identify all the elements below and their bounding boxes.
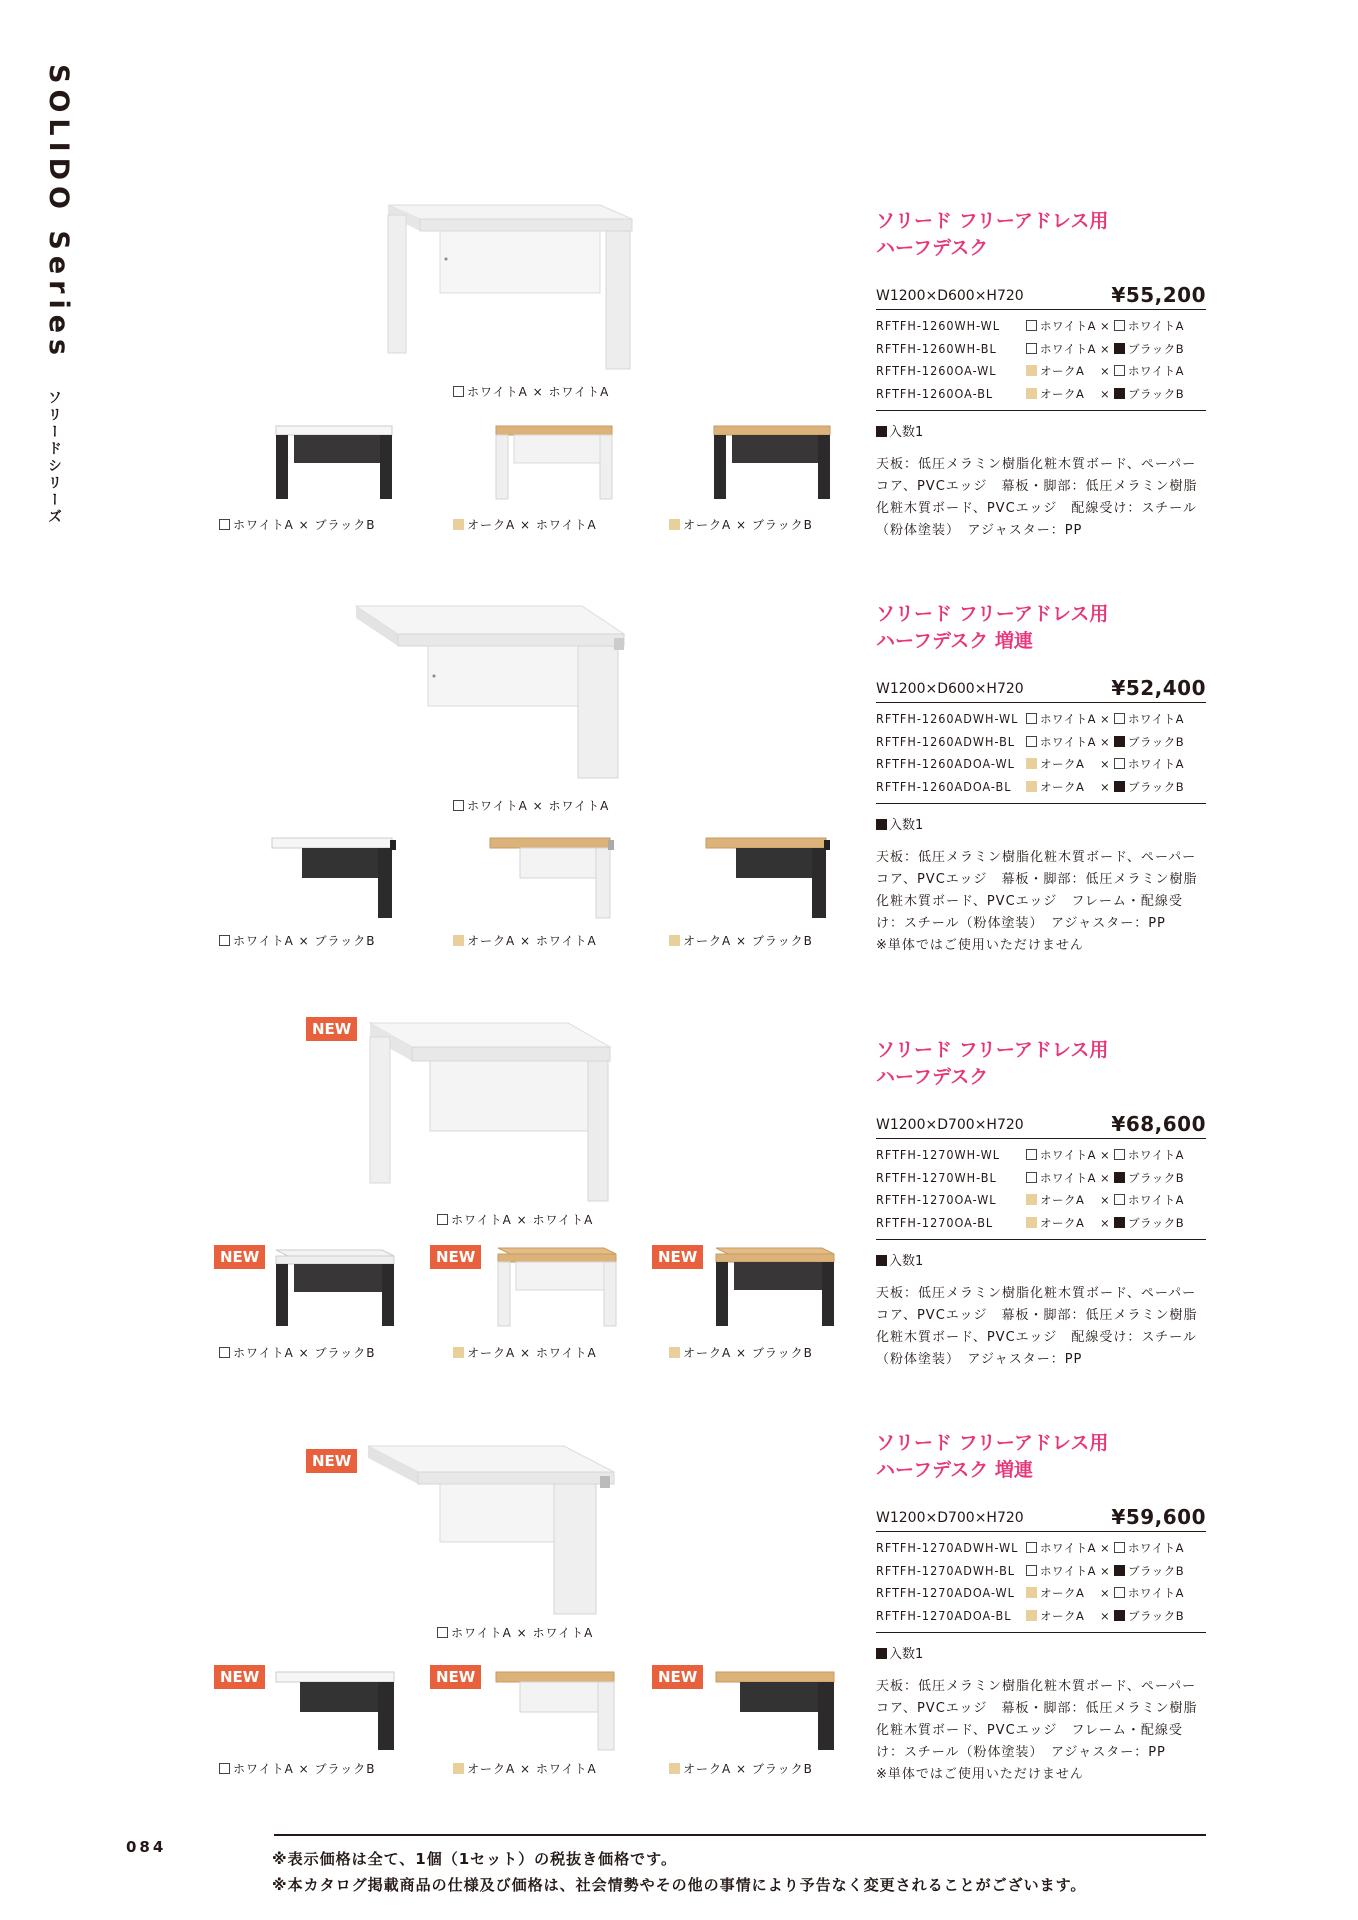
quantity-text: 入数1	[889, 818, 924, 833]
model-x: ×	[1100, 364, 1111, 378]
white-swatch-icon	[219, 935, 230, 946]
model-top-color: ホワイトA	[1040, 319, 1097, 333]
black-swatch-icon	[1114, 781, 1125, 792]
white-swatch-icon	[1114, 365, 1125, 376]
model-code: RFTFH-1260ADOA-BL	[876, 778, 1012, 794]
product-title	[876, 601, 1206, 655]
page-number: 084	[126, 1838, 167, 1856]
model-row	[876, 383, 1206, 406]
white-swatch-icon	[1026, 1542, 1037, 1553]
model-code: RFTFH-1270ADWH-WL	[876, 1540, 1019, 1555]
caption-variant-1	[218, 932, 376, 949]
caption-text: オークA × ブラックB	[683, 934, 813, 948]
model-code: RFTFH-1260ADWH-WL	[876, 711, 1019, 726]
product-size: W1200×D600×H720	[876, 681, 1024, 697]
title-line-2: ハーフデスク 増連	[876, 1459, 1033, 1481]
spec-line: 化粧木質ボード、PVCエッジ フレーム・配線受	[876, 1723, 1183, 1738]
white-swatch-icon	[1114, 713, 1125, 724]
model-code: RFTFH-1270OA-WL	[876, 1192, 997, 1207]
product-size: W1200×D700×H720	[876, 1117, 1024, 1133]
white-swatch-icon	[1026, 1172, 1037, 1183]
product-title	[876, 1037, 1206, 1091]
series-name-en: SOLIDO Series	[43, 64, 74, 362]
white-swatch-icon	[1114, 1587, 1125, 1598]
desk-photo-main	[364, 1438, 624, 1618]
caption-variant-1	[218, 516, 376, 533]
model-x: ×	[1100, 1608, 1111, 1623]
white-swatch-icon	[1026, 320, 1037, 331]
title-line-2: ハーフデスク 増連	[876, 630, 1033, 652]
model-row	[876, 315, 1206, 338]
model-list	[876, 310, 1206, 411]
spec-line: 化粧木質ボード、PVCエッジ フレーム・配線受	[876, 894, 1183, 909]
caption-text: オークA × ホワイトA	[467, 1346, 597, 1360]
spec-line: ※単体ではご使用いただけません	[876, 1767, 1084, 1782]
spec-line: コア、PVCエッジ 幕板・脚部：低圧メラミン樹脂	[876, 872, 1198, 887]
quantity	[876, 1250, 1206, 1269]
quantity-text: 入数1	[889, 1647, 924, 1662]
spec-line: 化粧木質ボード、PVCエッジ 配線受け：スチール	[876, 501, 1197, 516]
spec-line: （粉体塗装） アジャスター：PP	[876, 523, 1083, 538]
model-x: ×	[1100, 386, 1111, 401]
bullet-square-icon	[876, 819, 887, 830]
model-leg-color: ホワイトA	[1128, 1148, 1185, 1162]
spec-line: コア、PVCエッジ 幕板・脚部：低圧メラミン樹脂	[876, 1308, 1198, 1323]
quantity-text: 入数1	[889, 1254, 924, 1269]
desk-photo-variant-3	[714, 1664, 844, 1754]
title-line-2: ハーフデスク	[876, 1066, 989, 1088]
white-swatch-icon	[453, 386, 464, 397]
model-list	[876, 703, 1206, 804]
model-code: RFTFH-1270ADOA-BL	[876, 1607, 1012, 1623]
title-line-1: ソリード フリーアドレス用	[876, 210, 1109, 232]
white-swatch-icon	[1026, 736, 1037, 747]
model-code: RFTFH-1260OA-WL	[876, 363, 997, 378]
model-code: RFTFH-1260OA-BL	[876, 385, 994, 401]
model-leg-color: ホワイトA	[1128, 712, 1185, 726]
model-list	[876, 1532, 1206, 1633]
oak-swatch-icon	[669, 935, 680, 946]
model-leg-color: ブラックB	[1128, 341, 1185, 356]
new-badge: NEW	[214, 1245, 265, 1269]
spec-line: 化粧木質ボード、PVCエッジ 配線受け：スチール	[876, 1330, 1197, 1345]
black-swatch-icon	[1114, 736, 1125, 747]
model-row	[876, 1144, 1206, 1167]
white-swatch-icon	[1026, 713, 1037, 724]
model-x: ×	[1100, 779, 1111, 794]
model-leg-color: ブラックB	[1128, 1608, 1185, 1623]
desk-photo-main	[380, 195, 640, 375]
model-top-color: オークA	[1040, 1215, 1085, 1230]
model-leg-color: ホワイトA	[1128, 1586, 1185, 1600]
model-code: RFTFH-1270WH-WL	[876, 1147, 1001, 1162]
product-price: ¥59,600	[1111, 1505, 1206, 1529]
model-row	[876, 1167, 1206, 1190]
model-leg-color: ホワイトA	[1128, 319, 1185, 333]
white-swatch-icon	[1026, 1565, 1037, 1576]
oak-swatch-icon	[1026, 758, 1037, 769]
series-label	[44, 64, 74, 384]
caption-main	[452, 797, 609, 814]
product-price: ¥55,200	[1111, 283, 1206, 307]
caption-text: ホワイトA × ホワイトA	[467, 799, 610, 813]
model-leg-color: ブラックB	[1128, 779, 1185, 794]
model-code: RFTFH-1270ADOA-WL	[876, 1585, 1015, 1600]
desk-photo-main	[362, 1015, 622, 1205]
desk-photo-main	[352, 598, 642, 788]
caption-variant-1	[218, 1344, 376, 1361]
model-code: RFTFH-1260ADWH-BL	[876, 733, 1016, 749]
model-x: ×	[1100, 1170, 1111, 1185]
desk-photo-variant-3	[712, 1246, 837, 1330]
white-swatch-icon	[1026, 343, 1037, 354]
spec-line: 天板：低圧メラミン樹脂化粧木質ボード、ペーパー	[876, 457, 1197, 472]
new-badge: NEW	[306, 1449, 357, 1473]
desk-photo-variant-1	[272, 424, 397, 504]
size-price-row	[876, 1502, 1206, 1532]
quantity	[876, 1643, 1206, 1662]
product-price: ¥68,600	[1111, 1112, 1206, 1136]
model-row	[876, 338, 1206, 361]
product-info-2	[876, 601, 1206, 957]
new-badge: NEW	[652, 1665, 703, 1689]
white-swatch-icon	[219, 1347, 230, 1358]
white-swatch-icon	[1114, 1194, 1125, 1205]
oak-swatch-icon	[453, 519, 464, 530]
caption-text: ホワイトA × ブラックB	[233, 1762, 376, 1776]
white-swatch-icon	[1114, 1149, 1125, 1160]
spec-line: コア、PVCエッジ 幕板・脚部：低圧メラミン樹脂	[876, 479, 1198, 494]
model-row	[876, 1605, 1206, 1628]
series-name-jp: ソリードシリーズ	[46, 390, 62, 526]
caption-variant-3	[668, 516, 813, 533]
model-row	[876, 1582, 1206, 1605]
white-swatch-icon	[1114, 1542, 1125, 1553]
caption-text: ホワイトA × ホワイトA	[451, 1626, 594, 1640]
model-code: RFTFH-1270ADWH-BL	[876, 1562, 1016, 1578]
model-top-color: オークA	[1040, 1193, 1085, 1207]
title-line-1: ソリード フリーアドレス用	[876, 1039, 1109, 1061]
caption-text: ホワイトA × ホワイトA	[451, 1213, 594, 1227]
caption-main	[436, 1211, 593, 1228]
desk-photo-variant-1	[274, 1664, 404, 1754]
size-price-row	[876, 673, 1206, 703]
model-row	[876, 360, 1206, 383]
caption-main	[452, 383, 609, 400]
model-x: ×	[1100, 712, 1111, 726]
caption-text: オークA × ホワイトA	[467, 934, 597, 948]
black-swatch-icon	[1114, 343, 1125, 354]
black-swatch-icon	[1114, 1172, 1125, 1183]
new-badge: NEW	[430, 1665, 481, 1689]
oak-swatch-icon	[1026, 781, 1037, 792]
model-top-color: ホワイトA	[1040, 1170, 1097, 1185]
desk-photo-variant-2	[494, 1246, 619, 1330]
model-code: RFTFH-1260WH-WL	[876, 318, 1001, 333]
quantity-text: 入数1	[889, 425, 924, 440]
black-swatch-icon	[1114, 1217, 1125, 1228]
footnote-2: ※本カタログ掲載商品の仕様及び価格は、社会情勢やその他の事情により予告なく変更されることがございます。	[272, 1876, 1087, 1894]
caption-variant-3	[668, 1344, 813, 1361]
white-swatch-icon	[437, 1214, 448, 1225]
model-leg-color: ホワイトA	[1128, 364, 1185, 378]
oak-swatch-icon	[1026, 1217, 1037, 1228]
caption-variant-2	[452, 932, 597, 949]
desk-photo-variant-1	[270, 830, 405, 922]
oak-swatch-icon	[669, 1347, 680, 1358]
title-line-1: ソリード フリーアドレス用	[876, 1432, 1109, 1454]
black-swatch-icon	[1114, 388, 1125, 399]
white-swatch-icon	[1026, 1149, 1037, 1160]
caption-variant-2	[452, 1344, 597, 1361]
oak-swatch-icon	[453, 1347, 464, 1358]
model-x: ×	[1100, 341, 1111, 356]
caption-main	[436, 1624, 593, 1641]
model-leg-color: ホワイトA	[1128, 1193, 1185, 1207]
caption-text: オークA × ブラックB	[683, 1346, 813, 1360]
model-top-color: ホワイトA	[1040, 1563, 1097, 1578]
model-top-color: ホワイトA	[1040, 712, 1097, 726]
caption-variant-3	[668, 932, 813, 949]
product-info-3	[876, 1037, 1206, 1371]
spec-text	[876, 1676, 1206, 1786]
footnote-1: ※表示価格は全て、1個（1セット）の税抜き価格です。	[272, 1850, 677, 1868]
white-swatch-icon	[219, 519, 230, 530]
model-row	[876, 776, 1206, 799]
size-price-row	[876, 1109, 1206, 1139]
product-price: ¥52,400	[1111, 676, 1206, 700]
model-x: ×	[1100, 734, 1111, 749]
spec-line: 天板：低圧メラミン樹脂化粧木質ボード、ペーパー	[876, 850, 1197, 865]
model-list	[876, 1139, 1206, 1240]
new-badge: NEW	[652, 1245, 703, 1269]
spec-line: 天板：低圧メラミン樹脂化粧木質ボード、ペーパー	[876, 1286, 1197, 1301]
caption-text: ホワイトA × ブラックB	[233, 934, 376, 948]
bullet-square-icon	[876, 1255, 887, 1266]
model-top-color: オークA	[1040, 779, 1085, 794]
desk-photo-variant-3	[704, 830, 839, 922]
oak-swatch-icon	[453, 1763, 464, 1774]
model-x: ×	[1100, 319, 1111, 333]
model-row	[876, 708, 1206, 731]
desk-photo-variant-3	[710, 424, 835, 504]
oak-swatch-icon	[1026, 365, 1037, 376]
caption-text: オークA × ホワイトA	[467, 518, 597, 532]
caption-text: オークA × ホワイトA	[467, 1762, 597, 1776]
model-x: ×	[1100, 757, 1111, 771]
new-badge: NEW	[306, 1017, 357, 1041]
new-badge: NEW	[214, 1665, 265, 1689]
product-size: W1200×D700×H720	[876, 1510, 1024, 1526]
model-row	[876, 1537, 1206, 1560]
desk-photo-variant-1	[272, 1248, 397, 1330]
spec-line: コア、PVCエッジ 幕板・脚部：低圧メラミン樹脂	[876, 1701, 1198, 1716]
bullet-square-icon	[876, 426, 887, 437]
model-row	[876, 1560, 1206, 1583]
spec-line: け：スチール（粉体塗装） アジャスター：PP	[876, 916, 1166, 931]
product-size: W1200×D600×H720	[876, 288, 1024, 304]
model-top-color: オークA	[1040, 1608, 1085, 1623]
model-top-color: ホワイトA	[1040, 734, 1097, 749]
model-row	[876, 731, 1206, 754]
desk-photo-variant-2	[494, 1664, 624, 1754]
model-code: RFTFH-1260WH-BL	[876, 340, 997, 356]
caption-text: オークA × ブラックB	[683, 518, 813, 532]
model-x: ×	[1100, 1586, 1111, 1600]
model-top-color: ホワイトA	[1040, 1541, 1097, 1555]
quantity	[876, 814, 1206, 833]
oak-swatch-icon	[1026, 1610, 1037, 1621]
model-row	[876, 753, 1206, 776]
title-line-1: ソリード フリーアドレス用	[876, 603, 1109, 625]
model-top-color: オークA	[1040, 364, 1085, 378]
white-swatch-icon	[1114, 758, 1125, 769]
desk-photo-variant-2	[488, 830, 623, 922]
black-swatch-icon	[1114, 1565, 1125, 1576]
spec-line: 天板：低圧メラミン樹脂化粧木質ボード、ペーパー	[876, 1679, 1197, 1694]
spec-line: （粉体塗装） アジャスター：PP	[876, 1352, 1083, 1367]
model-x: ×	[1100, 1563, 1111, 1578]
model-leg-color: ブラックB	[1128, 1215, 1185, 1230]
quantity	[876, 421, 1206, 440]
product-title	[876, 1430, 1206, 1484]
caption-variant-2	[452, 516, 597, 533]
model-top-color: オークA	[1040, 757, 1085, 771]
caption-variant-3	[668, 1760, 813, 1777]
model-leg-color: ブラックB	[1128, 1170, 1185, 1185]
size-price-row	[876, 280, 1206, 310]
product-title	[876, 208, 1206, 262]
footer-divider	[274, 1834, 1206, 1836]
desk-photo-variant-2	[492, 424, 617, 504]
black-swatch-icon	[1114, 1610, 1125, 1621]
caption-variant-1	[218, 1760, 376, 1777]
product-info-4	[876, 1430, 1206, 1786]
caption-text: ホワイトA × ホワイトA	[467, 385, 610, 399]
model-leg-color: ブラックB	[1128, 1563, 1185, 1578]
spec-line: ※単体ではご使用いただけません	[876, 938, 1084, 953]
model-leg-color: ホワイトA	[1128, 1541, 1185, 1555]
model-top-color: オークA	[1040, 386, 1085, 401]
spec-line: け：スチール（粉体塗装） アジャスター：PP	[876, 1745, 1166, 1760]
spec-text	[876, 1283, 1206, 1371]
model-row	[876, 1212, 1206, 1235]
model-top-color: オークA	[1040, 1586, 1085, 1600]
model-top-color: ホワイトA	[1040, 341, 1097, 356]
model-code: RFTFH-1260ADOA-WL	[876, 756, 1015, 771]
oak-swatch-icon	[1026, 388, 1037, 399]
caption-variant-2	[452, 1760, 597, 1777]
spec-text	[876, 847, 1206, 957]
caption-text: オークA × ブラックB	[683, 1762, 813, 1776]
model-x: ×	[1100, 1148, 1111, 1162]
white-swatch-icon	[437, 1627, 448, 1638]
oak-swatch-icon	[453, 935, 464, 946]
model-x: ×	[1100, 1215, 1111, 1230]
model-code: RFTFH-1270WH-BL	[876, 1169, 997, 1185]
oak-swatch-icon	[669, 519, 680, 530]
model-row	[876, 1189, 1206, 1212]
model-leg-color: ホワイトA	[1128, 757, 1185, 771]
white-swatch-icon	[1114, 320, 1125, 331]
oak-swatch-icon	[1026, 1194, 1037, 1205]
product-info-1	[876, 208, 1206, 542]
caption-text: ホワイトA × ブラックB	[233, 1346, 376, 1360]
oak-swatch-icon	[1026, 1587, 1037, 1598]
model-x: ×	[1100, 1541, 1111, 1555]
caption-text: ホワイトA × ブラックB	[233, 518, 376, 532]
spec-text	[876, 454, 1206, 542]
model-leg-color: ブラックB	[1128, 386, 1185, 401]
oak-swatch-icon	[669, 1763, 680, 1774]
title-line-2: ハーフデスク	[876, 237, 989, 259]
white-swatch-icon	[219, 1763, 230, 1774]
model-code: RFTFH-1270OA-BL	[876, 1214, 994, 1230]
new-badge: NEW	[430, 1245, 481, 1269]
model-top-color: ホワイトA	[1040, 1148, 1097, 1162]
white-swatch-icon	[453, 800, 464, 811]
bullet-square-icon	[876, 1648, 887, 1659]
model-leg-color: ブラックB	[1128, 734, 1185, 749]
model-x: ×	[1100, 1193, 1111, 1207]
